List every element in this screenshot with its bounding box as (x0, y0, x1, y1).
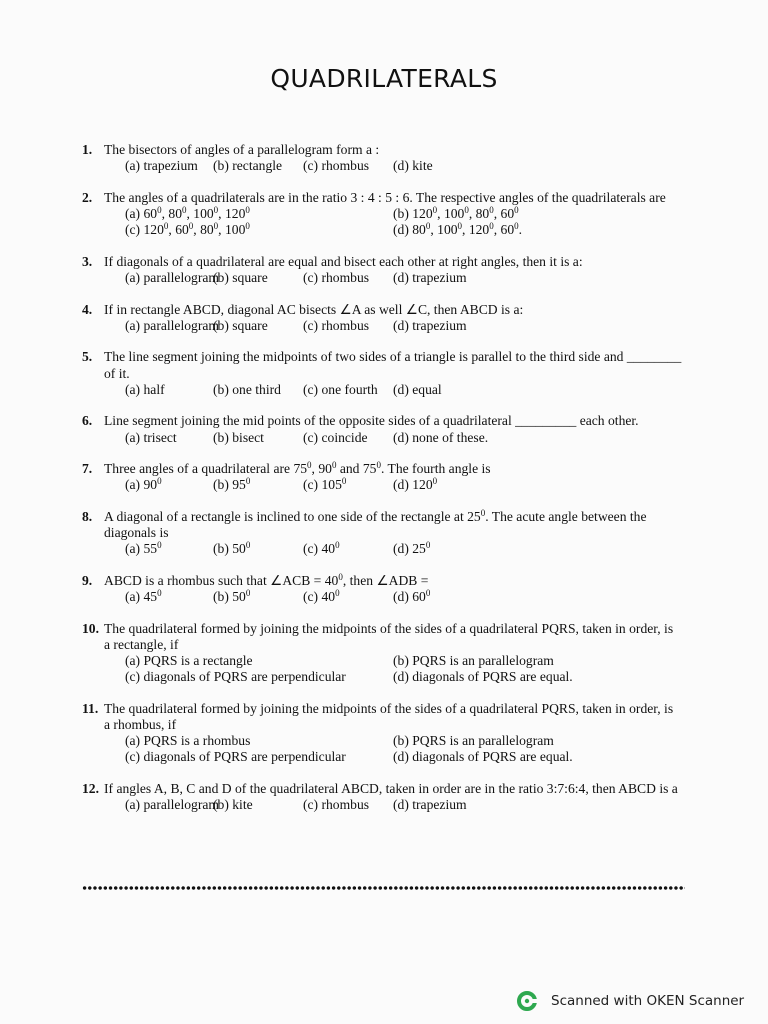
question-text: The line segment joining the midpoints of two sides of a triangle is parallel to the third side and ________ of it. (104, 349, 682, 381)
question-item (82, 461, 682, 493)
answer-option: (c) $40^0$ (303, 540, 340, 557)
watermark-text: Scanned with OKEN Scanner (551, 993, 745, 1009)
question-text: The angles of a quadrilaterals are in the ratio 3 : 4 : 5 : 6. The respective angles of the quadrilaterals are (104, 189, 666, 205)
answer-option: (a) PQRS is a rhombus (125, 733, 251, 749)
scanner-watermark (516, 990, 744, 1012)
answer-option: (c) diagonals of PQRS are perpendicular (125, 669, 346, 685)
option-row (125, 318, 682, 334)
question-text: The quadrilateral formed by joining the midpoints of the sides of a quadrilateral PQRS, taken in order, is a rhombus, if (104, 700, 674, 732)
answer-option: (a) parallelogram (125, 797, 219, 813)
question-text: If angles A, B, C and D of the quadrilateral ABCD, taken in order are in the ratio 3:7:6:4, then ABCD is a (104, 780, 678, 796)
question-number: 7. (82, 461, 93, 477)
question-item (82, 254, 682, 286)
question-number: 1. (82, 142, 93, 157)
answer-option: (a) $55^0$ (125, 540, 162, 557)
answer-option: (a) trisect (125, 429, 177, 445)
answer-option: (b) PQRS is an parallelogram (393, 653, 554, 669)
question-text: The bisectors of angles of a parallelogram form a : (104, 142, 380, 157)
question-text: If diagonals of a quadrilateral are equal and bisect each other at right angles, then it is a: (104, 253, 583, 269)
answer-option: (c) $105^0$ (303, 476, 347, 493)
answer-option: (c) rhombus (303, 158, 370, 174)
answer-option: (d) $80^0$, $100^0$, $120^0$, $60^0$. (393, 221, 523, 238)
question-number: 2. (82, 189, 93, 205)
question-text: If in rectangle ABCD, diagonal AC bisects ∠A as well ∠C, then ABCD is a: (104, 301, 524, 317)
option-row (125, 270, 682, 286)
question-item (82, 190, 682, 239)
answer-option: (a) parallelogram (125, 317, 219, 333)
answer-option: (b) rectangle (213, 158, 283, 174)
question-list (82, 142, 682, 829)
question-item (82, 621, 682, 686)
answer-option: (a) half (125, 381, 165, 397)
answer-option: (b) $50^0$ (213, 540, 251, 557)
answer-option: (a) trapezium (125, 158, 198, 174)
question-item (82, 701, 682, 766)
answer-option: (d) $120^0$ (393, 476, 438, 493)
answer-option: (b) bisect (213, 429, 264, 445)
answer-option: (d) $60^0$ (393, 588, 431, 605)
option-row (125, 541, 682, 557)
question-item (82, 413, 682, 445)
answer-option: (a) $45^0$ (125, 588, 162, 605)
option-row (125, 158, 682, 174)
option-row (125, 733, 682, 749)
option-row (125, 430, 682, 446)
question-number: 11. (82, 700, 99, 716)
answer-option: (c) $40^0$ (303, 588, 340, 605)
answer-option: (d) trapezium (393, 797, 467, 813)
option-row (125, 477, 682, 493)
question-item (82, 349, 682, 398)
answer-option: (d) trapezium (393, 269, 467, 285)
option-row (125, 653, 682, 669)
question-item (82, 509, 682, 558)
answer-option: (a) $90^0$ (125, 476, 162, 493)
question-text: Three angles of a quadrilateral are $75^0$, $90^0$ and $75^0$. The fourth angle is (104, 460, 491, 477)
answer-option: (a) parallelogram (125, 269, 219, 285)
question-number: 6. (82, 413, 93, 429)
question-number: 3. (82, 253, 93, 269)
option-row (125, 749, 682, 765)
answer-option: (c) $120^0$, $60^0$, $80^0$, $100^0$ (125, 221, 250, 238)
question-number: 12. (82, 780, 99, 796)
answer-option: (c) diagonals of PQRS are perpendicular (125, 749, 346, 765)
answer-option: (b) $50^0$ (213, 588, 251, 605)
answer-option: (b) kite (213, 797, 253, 813)
question-text: Line segment joining the mid points of the opposite sides of a quadrilateral _________ each other. (104, 413, 639, 429)
answer-option: (d) trapezium (393, 317, 467, 333)
question-number: 4. (82, 301, 93, 317)
option-row (125, 222, 682, 238)
option-row (125, 669, 682, 685)
question-number: 8. (82, 508, 93, 524)
question-number: 10. (82, 620, 99, 636)
answer-option: (d) kite (393, 158, 433, 174)
answer-option: (d) $25^0$ (393, 540, 431, 557)
question-text: The quadrilateral formed by joining the midpoints of the sides of a quadrilateral PQRS, taken in order, is a rectangle, if (104, 620, 674, 652)
option-row (125, 382, 682, 398)
option-row (125, 206, 682, 222)
page-title: QUADRILATERALS (270, 64, 498, 93)
answer-option: (b) square (213, 317, 268, 333)
question-text: A diagonal of a rectangle is inclined to one side of the rectangle at $25^0$. The acute angle between the diagonals is (104, 507, 647, 541)
answer-option: (b) square (213, 269, 268, 285)
answer-option: (a) $60^0$, $80^0$, $100^0$, $120^0$ (125, 204, 250, 221)
question-number: 9. (82, 572, 93, 588)
answer-option: (b) one third (213, 381, 281, 397)
answer-option: (c) rhombus (303, 317, 370, 333)
question-text: ABCD is a rhombus such that ∠ACB = $40^0$, then ∠ADB = (104, 571, 429, 588)
question-item (82, 781, 682, 813)
dotted-separator (82, 886, 685, 890)
question-item (82, 142, 682, 174)
question-item (82, 302, 682, 334)
answer-option: (c) rhombus (303, 269, 370, 285)
option-row (125, 797, 682, 813)
answer-option: (d) none of these. (393, 429, 489, 445)
question-item (82, 573, 682, 605)
oken-scanner-logo-icon (516, 990, 538, 1012)
option-row (125, 589, 682, 605)
answer-option: (c) one fourth (303, 381, 378, 397)
answer-option: (d) equal (393, 381, 442, 397)
answer-option: (b) PQRS is an parallelogram (393, 733, 554, 749)
answer-option: (c) coincide (303, 429, 368, 445)
question-number: 5. (82, 349, 93, 365)
answer-option: (a) PQRS is a rectangle (125, 653, 253, 669)
answer-option: (b) $120^0$, $100^0$, $80^0$, $60^0$ (393, 204, 519, 221)
answer-option: (b) $95^0$ (213, 476, 251, 493)
answer-option: (d) diagonals of PQRS are equal. (393, 669, 573, 685)
answer-option: (d) diagonals of PQRS are equal. (393, 749, 573, 765)
answer-option: (c) rhombus (303, 797, 370, 813)
